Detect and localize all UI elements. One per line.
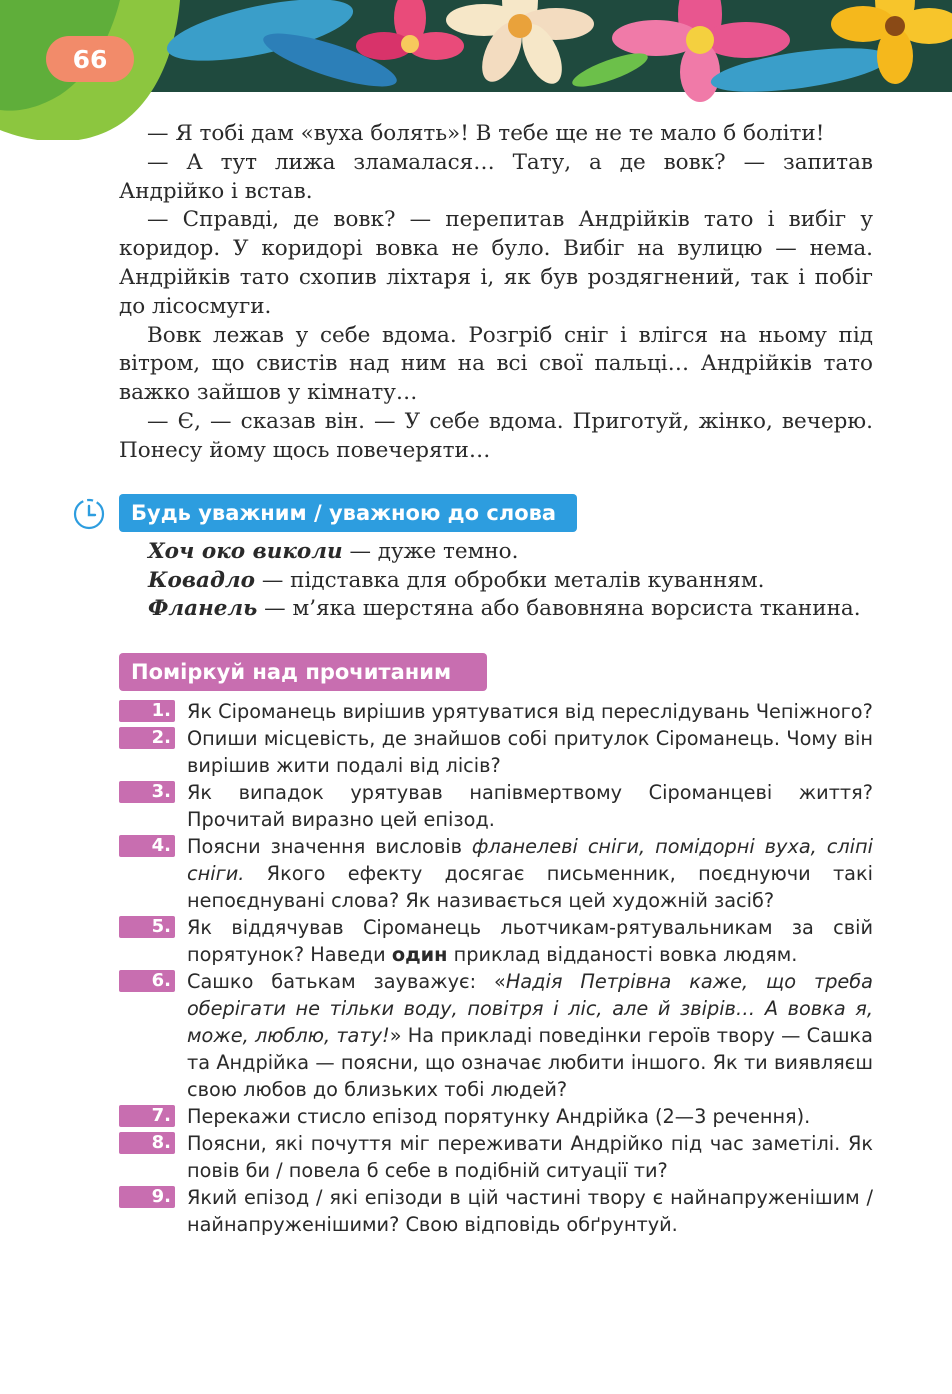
question-text xyxy=(187,914,873,968)
vocabulary-list xyxy=(148,538,888,624)
question-number: 3. xyxy=(119,781,175,803)
question-item xyxy=(119,914,873,968)
question-text-part: фланелеві сніги, помідорні вуха, сліпі сніги. xyxy=(187,835,873,885)
story-paragraph: — Справді, де вовк? — перепитав Андрійків тато і вибіг у коридор. У коридорі вовка не було. Вибіг на вулицю — нема. Андрійків тато схопив ліхтаря і, як був роздягнений, так і побіг до лісосмуги. xyxy=(119,207,873,319)
story-paragraph: Вовк лежав у себе вдома. Розгріб сніг і влігся на ньому під вітром, що свистів над ним на всі свої пальці… Андрійків тато важко зайшов у кімнату… xyxy=(119,322,873,406)
page-number-badge: 66 xyxy=(46,36,134,82)
question-text-part: Надія Петрівна каже, що треба оберігати не тільки воду, повітря і ліс, але й звірів… А вовка я, може, люблю, тату! xyxy=(187,970,873,1047)
question-text-part: Як випадок урятував напівмертвому Сіроманцеві життя? Прочитай виразно цей епізод. xyxy=(187,781,873,831)
story-paragraph: — Я тобі дам «вуха болять»! В тебе ще не те мало б боліти! xyxy=(147,121,825,146)
question-text-part: Який епізод / які епізоди в цій частині твору є найнапруженішим / найнапруженішими? Свою відповідь обґрунтуй. xyxy=(187,1186,873,1236)
floral-banner-image xyxy=(0,0,952,140)
question-text xyxy=(187,1103,873,1130)
question-number: 6. xyxy=(119,970,175,992)
question-item xyxy=(119,1184,873,1238)
question-text-part: » На прикладі поведінки героїв твору — Сашка та Андрійка — поясни, що означає любити іншого. Як ти виявляєш свою любов до близьких тобі людей? xyxy=(187,1024,873,1101)
question-text-part: Поясни, які почуття міг переживати Андрійко під час заметілі. Як повів би / повела б себе в подібній ситуації ти? xyxy=(187,1132,873,1182)
question-number: 4. xyxy=(119,835,175,857)
story-paragraph: — А тут лижа зламалася… Тату, а де вовк? — запитав Андрійко і встав. xyxy=(119,149,873,204)
question-number: 5. xyxy=(119,916,175,938)
question-item xyxy=(119,833,873,914)
vocabulary-definition: — м’яка шерстяна або бавовняна ворсиста тканина. xyxy=(257,596,861,621)
question-text-part: Поясни значення висловів xyxy=(187,835,472,858)
question-text xyxy=(187,725,873,779)
vocabulary-definition: — підставка для обробки металів куванням. xyxy=(254,567,765,593)
question-text-part: Перекажи стисло епізод порятунку Андрійка (2—3 речення). xyxy=(187,1105,811,1128)
question-text-part: приклад відданості вовка людям. xyxy=(447,943,798,966)
question-item xyxy=(119,1103,873,1130)
vocabulary-term: Фланель xyxy=(148,596,258,621)
question-item xyxy=(119,1130,873,1184)
questions-heading: Поміркуй над прочитаним xyxy=(119,653,487,691)
story-text xyxy=(119,120,873,466)
question-text-part: Як Сіроманець вирішив урятуватися від переслідувань Чепіжного? xyxy=(187,700,873,723)
question-text-part: Як віддячував Сіроманець льотчикам-рятувальникам за свій порятунок? Наведи xyxy=(187,916,873,966)
question-text xyxy=(187,1130,873,1184)
question-number: 9. xyxy=(119,1186,175,1208)
story-paragraph: — Є, — сказав він. — У себе вдома. Приготуй, жінко, вечерю. Понесу йому щось повечеряти… xyxy=(119,408,873,463)
question-number: 8. xyxy=(119,1132,175,1154)
questions-list xyxy=(119,698,873,1238)
question-text xyxy=(187,833,873,914)
question-item xyxy=(119,779,873,833)
question-item xyxy=(119,698,873,725)
question-number: 1. xyxy=(119,700,175,722)
question-text xyxy=(187,779,873,833)
question-item xyxy=(119,725,873,779)
question-number: 7. xyxy=(119,1105,175,1127)
vocabulary-heading: Будь уважним / уважною до слова xyxy=(119,494,577,532)
question-text-part: Опиши місцевість, де знайшов собі притулок Сіроманець. Чому він вирішив жити подалі від лісів? xyxy=(187,727,873,777)
clock-icon xyxy=(72,497,106,531)
vocabulary-entry xyxy=(148,538,888,567)
question-text xyxy=(187,968,873,1103)
vocabulary-entry xyxy=(148,567,888,596)
vocabulary-definition: — дуже темно. xyxy=(342,539,519,564)
vocabulary-entry xyxy=(148,595,888,624)
question-text xyxy=(187,698,873,725)
question-item xyxy=(119,968,873,1103)
question-number: 2. xyxy=(119,727,175,749)
question-text xyxy=(187,1184,873,1238)
question-text-part: один xyxy=(391,943,448,966)
question-text-part: Сашко батькам зауважує: « xyxy=(187,970,506,993)
question-text-part: Якого ефекту досягає письменник, поєднуючи такі непоєднувані слова? Як називається цей художній засіб? xyxy=(187,862,873,912)
vocabulary-term: Ковадло xyxy=(148,567,255,593)
vocabulary-term: Хоч око виколи xyxy=(148,539,343,564)
